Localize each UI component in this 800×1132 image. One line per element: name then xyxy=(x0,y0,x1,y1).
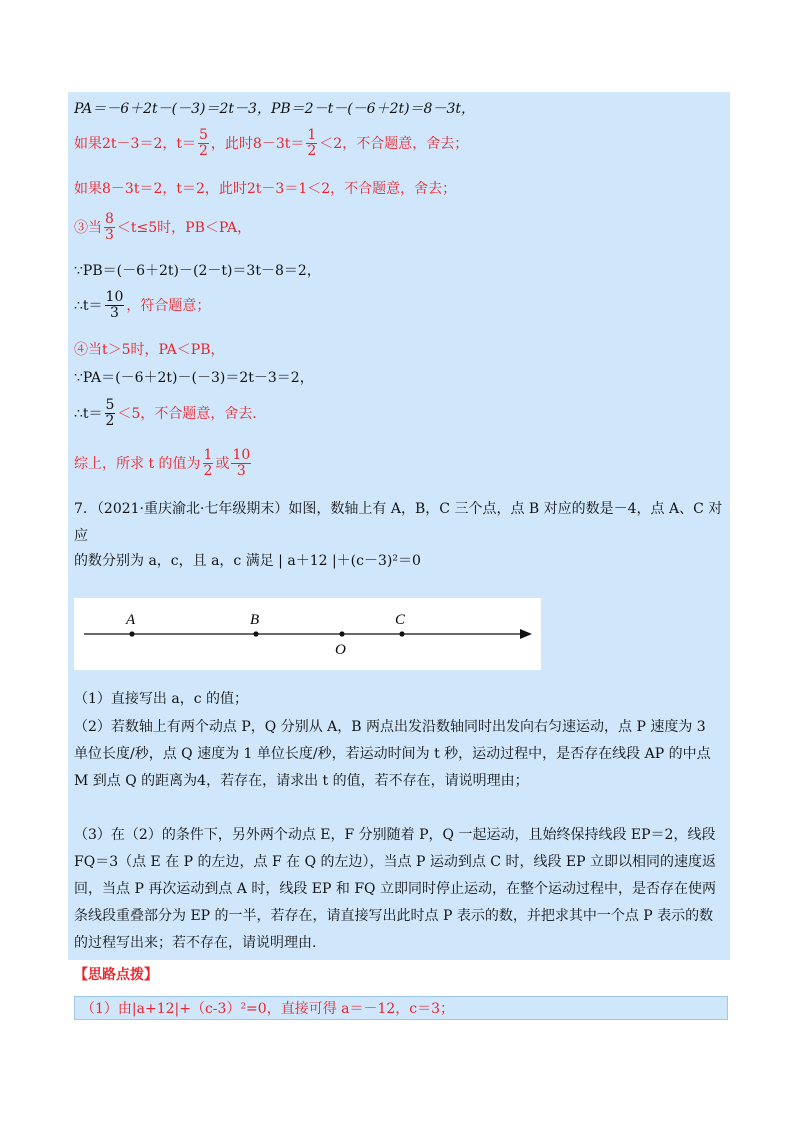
solution-line-9: ∴t＝ $\frac{5}{2}$ ＜5，不合题意，舍去． xyxy=(74,397,267,429)
point-c xyxy=(399,631,404,636)
solution-line-3: 如果8－3t＝2，t＝2，此时2t－3＝1＜2，不合题意，舍去； xyxy=(74,181,457,197)
fraction: $\frac{10}{3}$ xyxy=(105,289,124,321)
question-part-2: （2）若数轴上有两个动点 P，Q 分别从 A，B 两点出发沿数轴同时出发向右匀速运动，点 P 速度为 3 单位长度/秒，点 Q 速度为 1 单位长度/秒，若运动时间为 t 秒，运动过程中，是否存在线段 AP 的中点 M 到点 Q 的距离为4，若存在，请求出 t 的值，若不存在，请说明理由； xyxy=(74,719,711,789)
fraction: $\frac{1}{2}$ xyxy=(307,127,317,159)
solution-line-5: ∵PB＝(－6＋2t)－(2－t)＝3t－8＝2， xyxy=(74,263,321,279)
fraction: $\frac{8}{3}$ xyxy=(105,211,114,243)
arrow-icon xyxy=(520,629,532,639)
solution-line-2: 如果2t－3＝2，t＝ $\frac{5}{2}$ ，此时8－3t＝ $\frac{1}{2}$ ＜2，不合题意，舍去； xyxy=(74,127,469,159)
fraction: $\frac{5}{2}$ xyxy=(105,397,115,429)
label-c: C xyxy=(395,612,406,628)
question-part-3: （3）在（2）的条件下，另外两个动点 E，F 分别随着 P，Q 一起运动，且始终保持线段 EP＝2，线段 FQ＝3（点 E 在 P 的左边，点 F 在 Q 的左边），当点 P 运动到点 C 时，线段 EP 立即以相同的速度返回，当点 P 再次运动到点 A 时，线段 EP 和 FQ 立即同时停止运动，在整个运动过程中，是否存在使两条线段重叠部分为 EP 的一半，若存在，请直接写出此时点 P 表示的数，并把求其中一个点 P 表示的数的过程写出来；若不存在，请说明理由. xyxy=(74,827,717,951)
label-o: O xyxy=(335,642,346,658)
analysis-heading: 【思路点拨】 xyxy=(74,967,158,983)
point-a xyxy=(129,631,134,636)
solution-conclusion: 综上，所求 t 的值为 $\frac{1}{2}$ 或 $\frac{10}{3}$ xyxy=(74,447,251,479)
solution-line-1: PA＝－6＋2t－(－3)＝2t－3，PB＝2－t－(－6＋2t)＝8－3t， xyxy=(74,101,476,117)
point-o xyxy=(339,631,344,636)
solution-line-6: ∴t＝ $\frac{10}{3}$ ，符合题意； xyxy=(74,289,211,321)
fraction: $\frac{5}{2}$ xyxy=(198,127,208,159)
question-part-1: （1）直接写出 a，c 的值； xyxy=(74,691,248,707)
question-intro: 7．（2021·重庆渝北·七年级期末）如图，数轴上有 A，B，C 三个点，点 B 对应的数是－4，点 A、C 对应 xyxy=(74,501,723,544)
label-a: A xyxy=(126,612,136,628)
label-b: B xyxy=(250,612,260,628)
solution-line-8: ∵PA＝(－6＋2t)－(－3)＝2t－3＝2， xyxy=(74,370,314,386)
question-condition: 的数分别为 a，c，且 a，c 满足 | a＋12 |＋(c－3)²＝0 xyxy=(74,553,421,569)
analysis-hint: （1）由|a+12|+（c-3）²=0，直接可得 a＝－12，c＝3； xyxy=(74,996,728,1020)
number-line-svg xyxy=(74,598,541,670)
number-line-figure xyxy=(74,598,541,670)
solution-line-7: ④当t＞5时，PA＜PB， xyxy=(74,342,225,358)
solution-line-4: ③当 $\frac{8}{3}$ ＜t≤5时，PB＜PA， xyxy=(74,211,252,243)
point-b xyxy=(253,631,258,636)
fraction: $\frac{10}{3}$ xyxy=(232,447,251,479)
fraction: $\frac{1}{2}$ xyxy=(203,447,213,479)
